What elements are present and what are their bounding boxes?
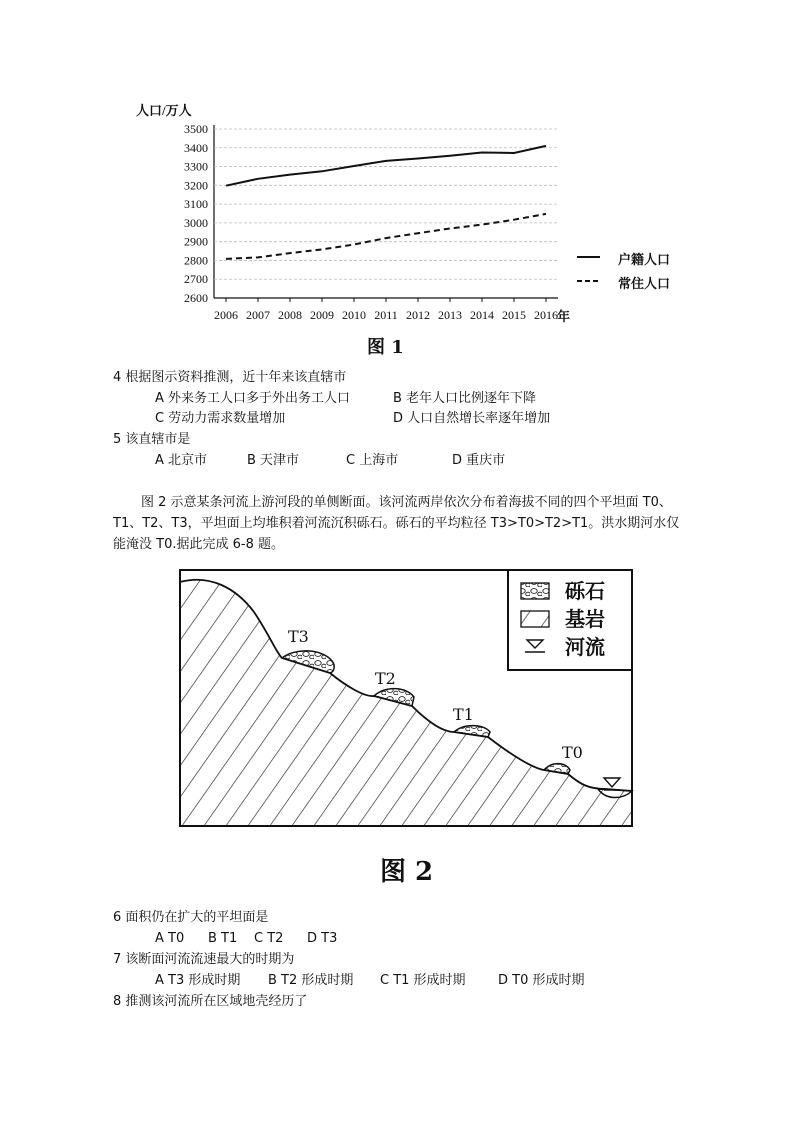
legend-bedrock-swatch: [521, 611, 549, 627]
question-7-option-b[interactable]: B T2 形成时期: [268, 973, 354, 988]
terrace-label-t0: T0: [562, 743, 583, 762]
population-line-chart: [130, 95, 600, 335]
question-5-stem: 5 该直辖市是: [113, 432, 191, 447]
question-4-option-d[interactable]: D 人口自然增长率逐年增加: [393, 411, 551, 426]
question-5-option-a[interactable]: A 北京市: [155, 453, 208, 468]
legend-gravel-swatch: [521, 583, 549, 599]
y-tick-label: 3100: [184, 197, 208, 212]
question-6-option-a[interactable]: A T0: [155, 931, 185, 946]
question-8-stem: 8 推测该河流所在区域地壳经历了: [113, 994, 308, 1009]
y-tick-label: 3200: [184, 178, 208, 193]
y-tick-label: 3300: [184, 159, 208, 174]
x-tick-label: 2010: [342, 308, 366, 322]
legend-label-huji: 户籍人口: [618, 253, 671, 268]
terrace-label-t3: T3: [288, 627, 309, 646]
question-7-stem: 7 该断面河流流速最大的时期为: [113, 952, 295, 967]
x-tick-labels: [214, 298, 558, 322]
chart-grid: [214, 125, 558, 298]
x-tick-label: 2016: [534, 308, 558, 322]
y-tick-label: 2600: [184, 291, 208, 305]
y-tick-label: 2700: [184, 272, 208, 287]
series-line-huji: [226, 146, 546, 186]
chart-legend: [577, 257, 600, 281]
x-tick-label: 2009: [310, 308, 334, 322]
y-tick-label: 3000: [184, 215, 208, 230]
question-5-option-c[interactable]: C 上海市: [346, 453, 399, 468]
x-tick-label: 2011: [374, 308, 398, 322]
question-6-option-c[interactable]: C T2: [254, 931, 284, 946]
x-tick-label: 2008: [278, 308, 302, 322]
x-tick-label: 2013: [438, 308, 462, 322]
legend-gravel-label: 砾石: [565, 579, 605, 603]
question-6-option-b[interactable]: B T1: [208, 931, 238, 946]
series-line-changzhu: [226, 214, 546, 259]
terrace-label-t1: T1: [453, 705, 474, 724]
question-6-option-d[interactable]: D T3: [307, 931, 338, 946]
question-7-option-c[interactable]: C T1 形成时期: [380, 973, 466, 988]
x-tick-label: 2007: [246, 308, 270, 322]
x-axis-unit: 年: [557, 309, 571, 324]
legend-label-changzhu: 常住人口: [618, 277, 671, 292]
x-tick-label: 2012: [406, 308, 430, 322]
question-4-stem: 4 根据图示资料推测，近十年来该直辖市: [113, 370, 347, 385]
river-cross-section-diagram: [170, 560, 650, 900]
question-7-option-a[interactable]: A T3 形成时期: [155, 973, 241, 988]
question-4-option-a[interactable]: A 外来务工人口多于外出务工人口: [155, 391, 351, 406]
y-tick-label: 3400: [184, 140, 208, 155]
figure-1-caption: 图 1: [367, 337, 404, 358]
question-7-option-d[interactable]: D T0 形成时期: [498, 973, 585, 988]
y-tick-label: 3500: [184, 122, 208, 136]
question-5-option-b[interactable]: B 天津市: [247, 453, 300, 468]
question-4-option-b[interactable]: B 老年人口比例逐年下降: [393, 391, 537, 406]
legend-bedrock-label: 基岩: [565, 607, 605, 631]
x-tick-label: 2014: [470, 308, 494, 322]
figure-2-caption: 图 2: [380, 857, 434, 887]
x-tick-label: 2006: [214, 308, 238, 322]
y-axis-label: 人口/万人: [136, 103, 192, 118]
legend-river-label: 河流: [565, 635, 605, 659]
question-4-option-c[interactable]: C 劳动力需求数量增加: [155, 411, 286, 426]
x-tick-label: 2015: [502, 308, 526, 322]
y-tick-labels: [184, 122, 208, 305]
question-6-stem: 6 面积仍在扩大的平坦面是: [113, 910, 269, 925]
terrace-label-t2: T2: [375, 669, 396, 688]
question-5-option-d[interactable]: D 重庆市: [452, 453, 506, 468]
y-tick-label: 2800: [184, 253, 208, 268]
y-tick-label: 2900: [184, 234, 208, 249]
passage-text: 图 2 示意某条河流上游河段的单侧断面。该河流两岸依次分布着海拔不同的四个平坦面 T0、T1、T2、T3，平坦面上均堆积着河流沉积砾石。砾石的平均粒径 T3>T0>T2>T1。洪水期河水仅能淹没 T0.据此完成 6-8 题。: [113, 495, 680, 552]
